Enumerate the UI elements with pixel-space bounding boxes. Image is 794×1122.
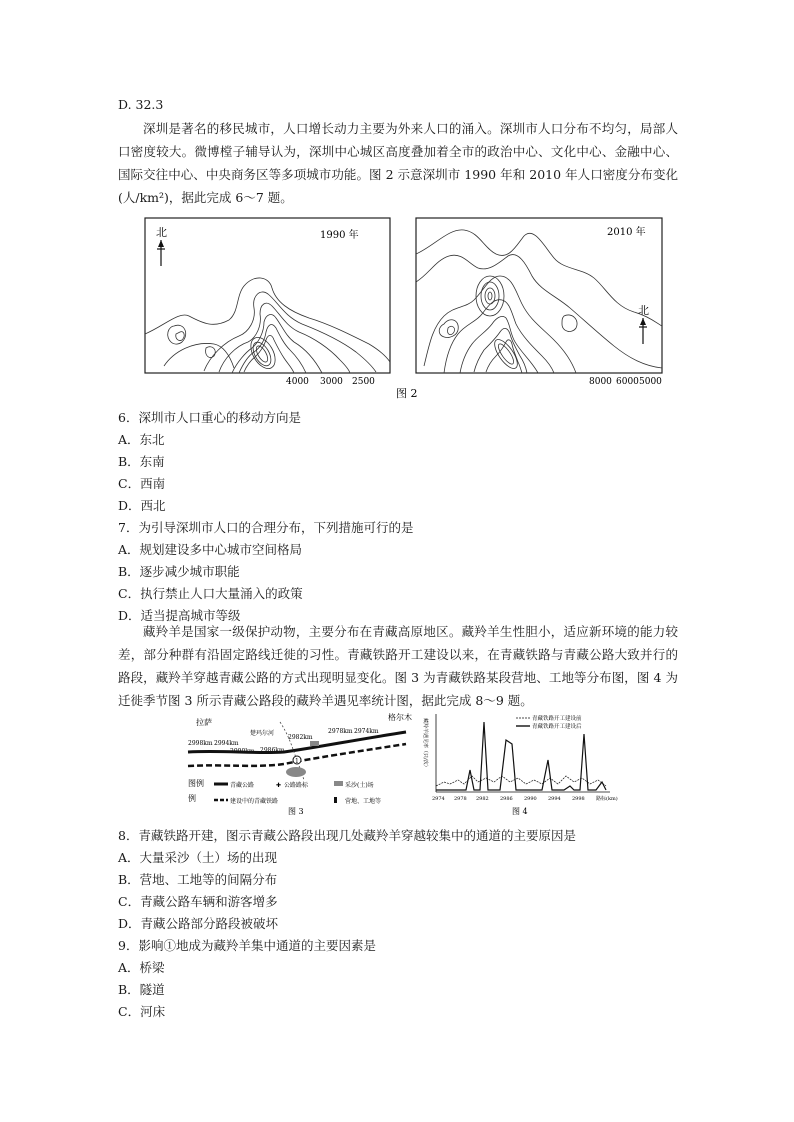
fig2-right-label-2: 6000 xyxy=(616,377,639,387)
fig2-left-label-3: 2500 xyxy=(352,377,375,387)
km-mark: 2990km xyxy=(230,748,255,755)
fig4-xtick: 2982 xyxy=(476,796,489,802)
legend-title: 图例 xyxy=(188,779,204,788)
legend-highway: 青藏公路 xyxy=(230,782,255,789)
q9-option-b: B．隧道 xyxy=(118,982,165,997)
fig2-right-label-3: 5000 xyxy=(639,377,662,387)
option-d-continued: D. 32.3 xyxy=(118,97,164,112)
fig4-xtick: 2974 xyxy=(432,796,445,802)
km-mark: 2986km xyxy=(260,747,285,754)
fig4-xtick: 2978 xyxy=(454,796,467,802)
fig2-caption: 图 2 xyxy=(396,387,418,400)
fig4-caption: 图 4 xyxy=(512,807,528,816)
legend-sand-pit: 采沙(土)场 xyxy=(345,782,374,789)
fig4-legend-before: 青藏铁路开工建设前 xyxy=(532,716,582,722)
q7-option-d: D．适当提高城市等级 xyxy=(118,608,241,623)
q8-option-c: C．青藏公路车辆和游客增多 xyxy=(118,894,278,909)
q8-stem: 8．青藏铁路开建，图示青藏公路段出现几处藏羚羊穿越较集中的通道的主要原因是 xyxy=(118,828,576,843)
km-mark: 2982km xyxy=(288,734,313,741)
q7-option-a: A．规划建设多中心城市空间格局 xyxy=(118,542,303,557)
fig4-xtick: 2986 xyxy=(500,796,513,802)
q6-option-c: C．西南 xyxy=(118,476,166,491)
fig3-caption: 图 3 xyxy=(288,807,304,816)
fig2-left-label-2: 3000 xyxy=(320,377,343,387)
q8-option-a: A．大量采沙（土）场的出现 xyxy=(118,850,278,865)
q7-option-b: B．逐步减少城市职能 xyxy=(118,564,240,579)
q9-option-a: A．桥梁 xyxy=(118,960,165,975)
svg-text:例: 例 xyxy=(188,794,196,803)
fig4-ylabel: 藏羚羊遇见率（只/次） xyxy=(422,718,428,770)
river-label: 楚玛尔河 xyxy=(250,730,275,737)
q6-option-b: B．东南 xyxy=(118,454,165,469)
km-mark: 2974km xyxy=(354,728,379,735)
q8-option-d: D．青藏公路部分路段被破坏 xyxy=(118,916,279,931)
figure-2 xyxy=(144,216,664,398)
figure-4 xyxy=(420,710,630,818)
fig4-xtick: 2998 xyxy=(572,796,585,802)
passage-shenzhen: 深圳是著名的移民城市，人口增长动力主要为外来人口的涌入。深圳市人口分布不均匀，局部人口密度较大。微博樘子辅导认为，深圳中心城区高度叠加着全市的政治中心、文化中心、金融中心、国际交往中心、中央商务区等多项城市功能。图 2 示意深圳市 1990 年和 2010 年人口密度分布变化(人/km²)，据此完成 6～7 题。 xyxy=(118,121,678,205)
legend-camp: 营地、工地等 xyxy=(345,798,382,805)
passage-tibetan-antelope: 藏羚羊是国家一级保护动物，主要分布在青藏高原地区。藏羚羊生性胆小，适应新环境的能力较差，部分种群有沿固定路线迁徙的习性。青藏铁路开工建设以来，在青藏铁路与青藏公路大致并行的路段，藏羚羊穿越青藏公路的方式出现明显变化。图 3 为青藏铁路某段营地、工地等分布图，图 4 为迁徙季节图 3 所示青藏公路段的藏羚羊遇见率统计图，据此完成 8～9 题。 xyxy=(118,624,678,708)
km-mark: 2998km xyxy=(188,740,213,747)
km-mark: 2994km xyxy=(214,740,239,747)
figure-3 xyxy=(184,710,412,818)
legend-railway: 建设中的青藏铁路 xyxy=(230,798,279,805)
q7-stem: 7．为引导深圳市人口的合理分布，下列措施可行的是 xyxy=(118,520,414,535)
q8-option-b: B．营地、工地等的间隔分布 xyxy=(118,872,278,887)
svg-text:1: 1 xyxy=(295,758,299,765)
q7-option-c: C．执行禁止人口大量涌入的政策 xyxy=(118,586,303,601)
fig4-xtick: 2994 xyxy=(548,796,561,802)
fig2-left-label-1: 4000 xyxy=(286,377,309,387)
place-lhasa: 拉萨 xyxy=(196,718,212,727)
q6-option-a: A．东北 xyxy=(118,432,165,447)
svg-text:北: 北 xyxy=(156,226,167,239)
km-mark: 2978km xyxy=(328,728,353,735)
fig2-left-year: 1990 年 xyxy=(320,230,359,241)
q9-stem: 9．影响①地成为藏羚羊集中通道的主要因素是 xyxy=(118,938,376,953)
legend-road-marker: 公路路标 xyxy=(284,782,309,789)
svg-text:北: 北 xyxy=(638,304,649,317)
place-golmud: 格尔木 xyxy=(388,713,412,722)
fig4-xlabel: 路标(km) xyxy=(596,796,618,802)
svg-text:✚: ✚ xyxy=(276,782,282,789)
fig4-xtick: 2990 xyxy=(524,796,537,802)
q6-stem: 6．深圳市人口重心的移动方向是 xyxy=(118,410,301,425)
q6-option-d: D．西北 xyxy=(118,498,166,513)
fig4-legend-after: 青藏铁路开工建设后 xyxy=(532,724,582,730)
fig2-right-label-1: 8000 xyxy=(589,377,612,387)
fig2-right-year: 2010 年 xyxy=(607,227,646,238)
q9-option-c: C．河床 xyxy=(118,1004,166,1019)
